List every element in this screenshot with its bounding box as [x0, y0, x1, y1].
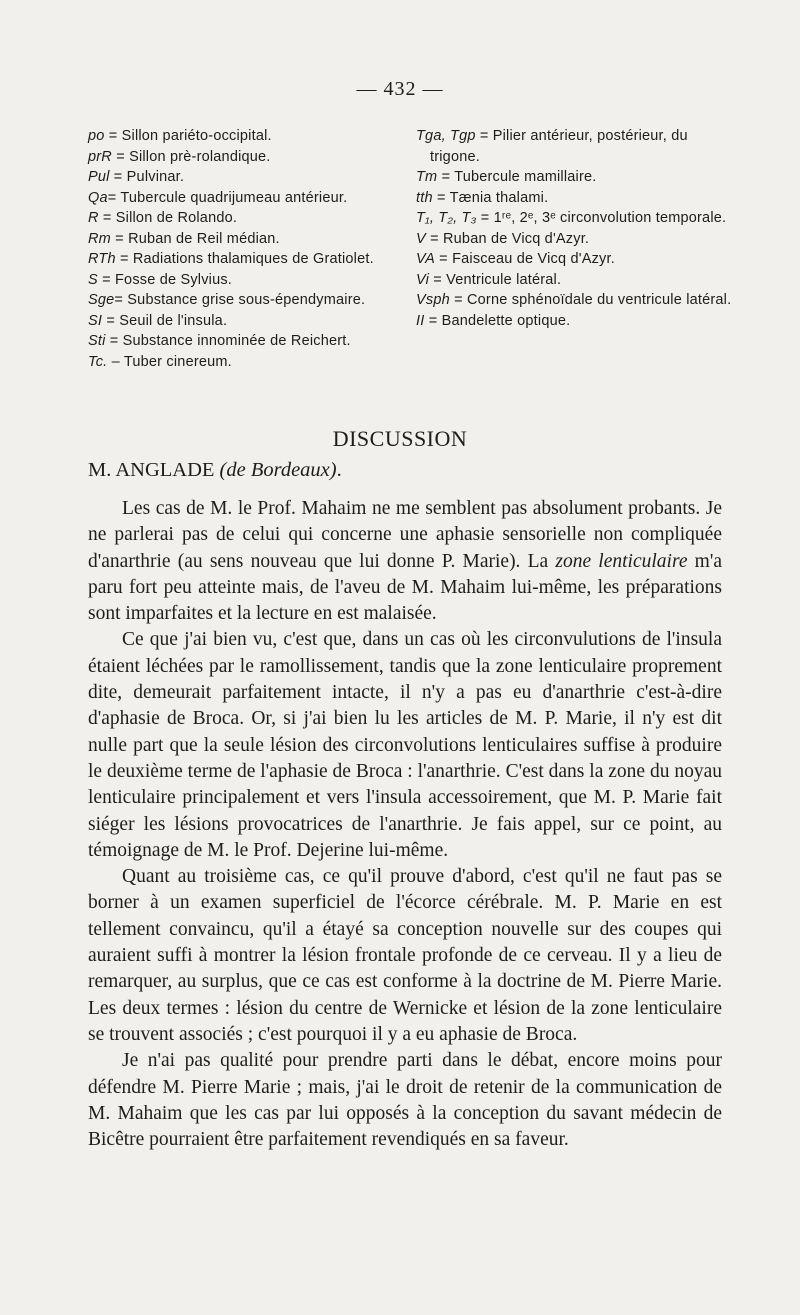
legend-abbr: Tc. — [88, 353, 108, 370]
legend-item — [88, 229, 388, 250]
legend-definition: = Substance grise sous-épendymaire. — [114, 292, 366, 308]
legend-abbr: VA — [416, 251, 435, 267]
legend-item — [88, 167, 388, 188]
legend-item — [416, 208, 734, 229]
legend-definition: = Tubercule quadrijumeau antérieur. — [107, 189, 348, 206]
legend-definition: = Radiations thalamiques de Gratiolet. — [115, 251, 374, 267]
legend-item — [416, 229, 734, 250]
body-text — [88, 496, 722, 1153]
legend-definition: = Ruban de Reil médian. — [110, 230, 280, 247]
legend-item — [416, 270, 734, 291]
legend-abbr: Qa — [88, 189, 108, 206]
legend-item — [88, 352, 388, 373]
legend-item — [88, 311, 388, 332]
paragraph-text: m'a paru fort peu atteinte mais, de l'aveu de M. Mahaim lui-même, les préparations sont imparfaites et la lecture en est malaisée. — [88, 550, 723, 625]
legend-definition: = Tubercule mamillaire. — [437, 169, 597, 185]
legend-definition: = Seuil de l'insula. — [102, 312, 228, 329]
legend-column-right — [416, 126, 734, 372]
emphasized-term: zone lenticulaire — [555, 550, 688, 572]
legend-definition: = Faisceau de Vicq d'Azyr. — [434, 251, 615, 267]
legend-item — [88, 270, 388, 291]
legend-item — [88, 249, 388, 270]
legend-abbr: RTh — [88, 251, 116, 267]
legend-item — [88, 147, 388, 168]
legend-abbr: II — [416, 312, 425, 329]
legend-definition: = Ruban de Vicq d'Azyr. — [425, 230, 590, 247]
legend-abbr: S — [88, 271, 98, 288]
speaker-line — [88, 459, 342, 482]
legend-abbr: Sge — [88, 292, 115, 308]
speaker-name: M. ANGLADE — [88, 459, 220, 481]
paragraph: Quant au troisième cas, ce qu'il prouve d'abord, c'est qu'il ne faut pas se borner à un examen superficiel de l'écorce cérébrale. M. P. Marie en est tellement convaincu, qu'il a étayé sa conception nouvelle sur des coupes qui auraient suffi à montrer la lésion frontale profonde de ce cerveau. Il y a lieu de remarquer, au surplus, que ce cas est conforme à la doctrine de M. Pierre Marie. Les deux termes : lésion du centre de Wernicke et lésion de la zone lenticulaire se trouvent associés ; c'est pourquoi il y a eu aphasie de Broca. — [88, 866, 722, 1045]
legend-abbr: Vi — [416, 271, 430, 288]
legend-definition: = Bandelette optique. — [424, 312, 571, 329]
legend-abbr: Sti — [88, 333, 106, 349]
legend-abbr: po — [88, 128, 105, 144]
legend-abbr: tth — [416, 189, 433, 206]
page-number: — 432 — — [356, 78, 444, 100]
legend-abbr: Pul — [88, 169, 110, 185]
legend-abbr: Tm — [416, 169, 438, 185]
legend-abbr: SI — [88, 312, 103, 329]
legend-definition: = Substance innominée de Reichert. — [105, 333, 351, 349]
legend-item — [88, 208, 388, 229]
legend-definition: = Fosse de Sylvius. — [97, 271, 233, 288]
legend-definition: = Corne sphénoïdale du ventricule latéral. — [449, 292, 732, 308]
speaker-affiliation: (de Bordeaux) — [219, 459, 337, 481]
legend-item — [416, 290, 734, 311]
abbreviation-legend — [88, 126, 734, 372]
legend-definition: = Pilier antérieur, postérieur, du trigone. — [430, 128, 688, 165]
legend-item — [416, 188, 734, 209]
legend-definition: = Pulvinar. — [109, 169, 185, 185]
legend-item — [416, 126, 734, 167]
legend-item — [88, 290, 388, 311]
legend-definition: = Sillon pariéto-occipital. — [104, 128, 272, 144]
legend-definition: = Ventricule latéral. — [429, 271, 562, 288]
paragraph-text: Les cas de M. le Prof. Mahaim ne me semblent pas absolument probants. Je ne parlerai pas de celui qui concerne une aphasie sensorielle non compliquée d'anarthrie (au sens nouveau que lui donne P. Marie). La — [88, 498, 722, 572]
legend-abbr: Rm — [88, 230, 111, 247]
legend-definition: = Tænia thalami. — [432, 189, 549, 206]
legend-item — [88, 126, 388, 147]
legend-item — [416, 167, 734, 188]
paragraph: Je n'ai pas qualité pour prendre parti dans le débat, encore moins pour défendre M. Pierre Marie ; mais, j'ai le droit de retenir de la communication de M. Mahaim que les cas par lui opposés à la conception du savant médecin de Bicêtre pourraient être parfaitement revendiqués en sa faveur. — [88, 1050, 722, 1151]
legend-abbr: R — [88, 210, 99, 226]
speaker-punctuation: . — [336, 459, 342, 481]
legend-abbr: V — [416, 230, 426, 247]
legend-column-left — [88, 126, 388, 372]
section-heading: DISCUSSION — [332, 426, 468, 451]
legend-definition: = Sillon de Rolando. — [98, 210, 238, 226]
legend-abbr: T₁, T₂, T₃ — [416, 210, 477, 226]
legend-abbr: prR — [88, 148, 112, 165]
legend-definition: = 1ʳᵉ, 2ᵉ, 3ᵉ circonvolution temporale. — [476, 210, 727, 226]
legend-definition: – Tuber cinereum. — [107, 353, 232, 370]
legend-item — [88, 188, 388, 209]
legend-item — [416, 249, 734, 270]
legend-abbr: Tga, Tgp — [416, 128, 476, 144]
legend-definition: = Sillon prè-rolandique. — [111, 148, 271, 165]
paragraph — [88, 496, 722, 627]
legend-item — [416, 311, 734, 332]
paragraph: Ce que j'ai bien vu, c'est que, dans un cas où les circonvulutions de l'insula étaient léchées par le ramollissement, tandis que la zone lenticulaire proprement dite, demeurait parfaitement intacte, il n'y a pas eu d'anarthrie c'est-à-dire d'aphasie de Broca. Or, si j'ai bien lu les articles de M. P. Marie, il n'y est dit nulle part que la seule lésion des circonvolutions lenticulaires suffise à produire le deuxième terme de l'aphasie de Broca : l'anarthrie. C'est dans la zone du noyau lenticulaire principalement et vers l'insula accessoirement, que M. P. Marie fait siéger les lésions provocatrices de l'anarthrie. Je fais appel, sur ce point, au témoignage de M. le Prof. Dejerine lui-même. — [88, 629, 722, 861]
legend-abbr: Vsph — [416, 292, 450, 308]
legend-item — [88, 331, 388, 352]
